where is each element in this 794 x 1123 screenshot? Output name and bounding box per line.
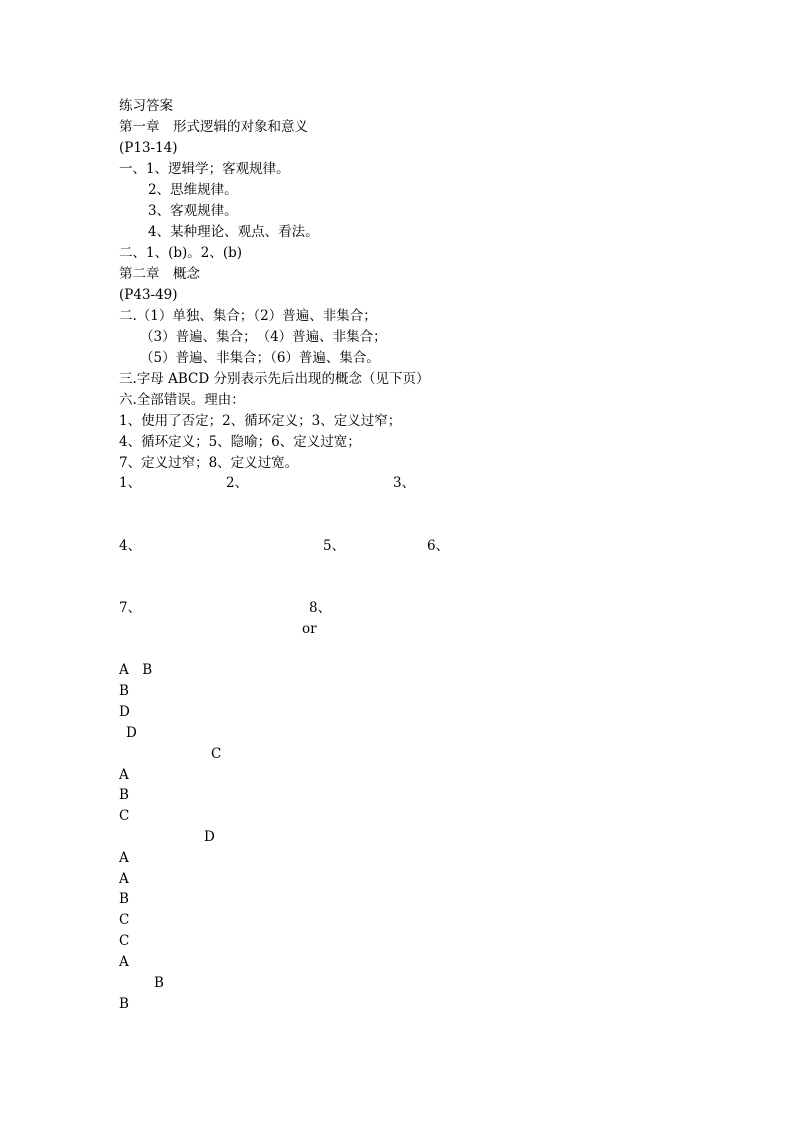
diagram-label-5: 5、: [323, 538, 346, 554]
chapter1-q2: 二、1、(b)。2、(b): [119, 245, 243, 261]
chapter2-pages: (P43-49): [119, 287, 178, 303]
diagram-letter: B: [154, 975, 164, 991]
chapter2-q6-line3: 7、定义过窄；8、定义过宽。: [119, 455, 299, 471]
chapter2-q6-intro: 六.全部错误。理由：: [119, 392, 245, 408]
diagram-letter: B: [119, 787, 129, 803]
diagram-letter: C: [119, 808, 130, 824]
diagram-letter: C: [211, 746, 222, 762]
chapter1-heading: 第一章 形式逻辑的对象和意义: [119, 119, 308, 135]
diagram-letter: C: [119, 912, 130, 928]
diagram-letter: D: [126, 725, 137, 741]
chapter2-q3: 三.字母 ABCD 分别表示先后出现的概念（见下页）: [119, 371, 430, 387]
chapter1-q1-item3: 3、客观规律。: [148, 203, 238, 219]
diagram-label-4: 4、: [119, 538, 142, 554]
chapter2-q2-line1: 二.（1）单独、集合；（2）普遍、非集合；: [119, 308, 377, 324]
chapter2-heading: 第二章 概念: [119, 266, 200, 282]
chapter1-pages: (P13-14): [119, 140, 178, 156]
document-title: 练习答案: [119, 98, 173, 114]
chapter2-q6-line2: 4、循环定义；5、隐喻；6、定义过宽；: [119, 434, 361, 450]
diagram-or-label: or: [302, 621, 317, 637]
chapter2-q2-line3: （5）普遍、非集合；（6）普遍、集合。: [140, 350, 380, 366]
diagram-letter: B: [119, 683, 129, 699]
diagram-letter: D: [204, 829, 215, 845]
diagram-letter: A: [119, 850, 129, 866]
diagram-label-2: 2、: [226, 475, 249, 491]
diagram-label-1: 1、: [119, 475, 142, 491]
diagram-letter: A: [119, 954, 129, 970]
diagram-letter: A: [119, 871, 129, 887]
diagram-label-6: 6、: [427, 538, 450, 554]
diagram-letter: B: [119, 891, 129, 907]
diagram-letter: B: [119, 996, 129, 1012]
chapter1-q1-item1: 一、1、逻辑学；客观规律。: [119, 161, 290, 177]
diagram-letter: C: [119, 933, 130, 949]
diagram-letter: A B: [119, 662, 153, 678]
chapter1-q1-item2: 2、思维规律。: [148, 182, 238, 198]
diagram-letter: D: [119, 704, 130, 720]
chapter1-q1-item4: 4、某种理论、观点、看法。: [148, 224, 319, 240]
chapter2-q2-line2: （3）普遍、集合； （4）普遍、非集合；: [140, 329, 387, 345]
diagram-label-8: 8、: [309, 600, 332, 616]
diagram-letter: A: [119, 767, 129, 783]
diagram-label-3: 3、: [393, 475, 416, 491]
chapter2-q6-line1: 1、使用了否定；2、循环定义；3、定义过窄；: [119, 413, 402, 429]
diagram-label-7: 7、: [119, 600, 142, 616]
